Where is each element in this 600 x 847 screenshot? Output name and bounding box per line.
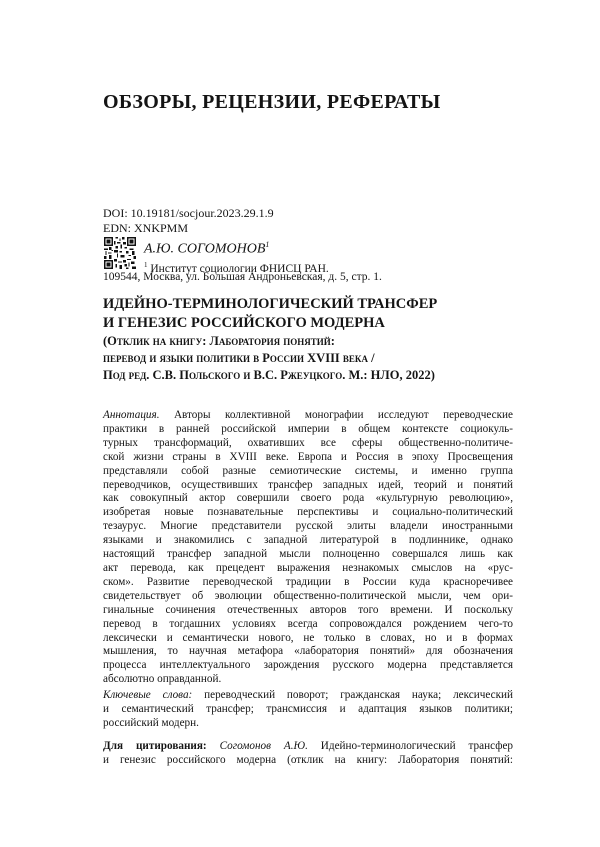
abstract-line: практики в ранней российской империи в общем контексте социокуль- bbox=[103, 423, 513, 437]
abstract-line: процесса интеллектуального зарождения русского модерна представляется bbox=[103, 659, 513, 673]
abstract-label: Аннотация. bbox=[103, 409, 160, 421]
citation-label: Для цитирования: bbox=[103, 740, 207, 752]
abstract-line: абсолютно оправданной. bbox=[103, 673, 513, 687]
keywords-label: Ключевые слова: bbox=[103, 689, 192, 701]
abstract-line: как совокупный актор совершили своего рода «культурную революцию», bbox=[103, 492, 513, 506]
abstract-line: ской жизни страны в XVIII веке. Европа и Россия в эпоху Просвещения bbox=[103, 451, 513, 465]
abstract-line: настоящий трансфер западной мысли полноценно совершался лишь как bbox=[103, 548, 513, 562]
citation-line: Для цитирования: Согомонов А.Ю. Идейно-терминологический трансфер bbox=[103, 740, 513, 754]
abstract-line: представляли собой разные семиотические системы, и именно группа bbox=[103, 465, 513, 479]
qr-code-icon bbox=[104, 237, 136, 269]
abstract-line: изобретая новые познавательные перспективы и социально-политический bbox=[103, 506, 513, 520]
abstract-line: лексически и семантически нового, не только в словах, но и в формах bbox=[103, 632, 513, 646]
author-footnote-mark: 1 bbox=[265, 240, 269, 249]
abstract-line: акт перевода, как прецедент выражения незнакомых смыслов на «рус- bbox=[103, 562, 513, 576]
abstract-line: тезаурус. Многие представители русской элиты владели иностранными bbox=[103, 520, 513, 534]
abstract-line: перевод в тогдашних условиях всегда сопровождался рождением чего-то bbox=[103, 618, 513, 632]
subtitle-line: (Отклик на книгу: Лаборатория понятий: bbox=[103, 333, 523, 350]
affiliation-mark: 1 bbox=[144, 261, 148, 269]
doi-line: DOI: 10.19181/socjour.2023.29.1.9 bbox=[103, 206, 274, 221]
abstract bbox=[103, 409, 513, 687]
keywords-line: российский модерн. bbox=[103, 717, 513, 731]
edn-line: EDN: XNKPMM bbox=[103, 221, 274, 236]
citation-author: Согомонов А.Ю. bbox=[207, 740, 308, 752]
keywords bbox=[103, 689, 513, 731]
subtitle-line: перевод и языки политики в России XVIII века / bbox=[103, 350, 523, 367]
abstract-line: мышления, то научная метафора «лаборатория понятий» для обозначения bbox=[103, 645, 513, 659]
identifiers bbox=[103, 206, 274, 236]
affiliation: 1 Институт социологии ФНИСЦ РАН. bbox=[144, 258, 329, 276]
abstract-line: языками и знакомились с западной литературой в подлиннике, однако bbox=[103, 534, 513, 548]
keywords-line: и семантический трансфер; трансмиссия и адаптация языков политики; bbox=[103, 703, 513, 717]
citation-line: и генезис российского модерна (отклик на книгу: Лаборатория понятий: bbox=[103, 754, 513, 768]
abstract-line: турных трансформаций, охвативших все сферы общественно-политиче- bbox=[103, 437, 513, 451]
abstract-line: свидетельствует об эволюции общественно-политической мысли, чем ори- bbox=[103, 590, 513, 604]
keywords-line: Ключевые слова: переводческий поворот; гражданская наука; лексический bbox=[103, 689, 513, 703]
title-line: И ГЕНЕЗИС РОССИЙСКОГО МОДЕРНА bbox=[103, 314, 523, 333]
subtitle-line: Под ред. С.В. Польского и В.С. Ржеуцкого. М.: НЛО, 2022) bbox=[103, 367, 523, 384]
author-address: 109544, Москва, ул. Большая Андроньевская, д. 5, стр. 1. bbox=[103, 270, 382, 284]
abstract-line: переводчиков, осуществивших трансфер западных идей, теорий и понятий bbox=[103, 479, 513, 493]
abstract-line: ском». Развитие переводческой традиции в России куда красноречивее bbox=[103, 576, 513, 590]
journal-page bbox=[0, 0, 600, 847]
abstract-line: гинальные сочинения отечественных авторов того времени. И поскольку bbox=[103, 604, 513, 618]
title-line: ИДЕЙНО-ТЕРМИНОЛОГИЧЕСКИЙ ТРАНСФЕР bbox=[103, 295, 523, 314]
article-title bbox=[103, 295, 523, 384]
section-heading: ОБЗОРЫ, РЕЦЕНЗИИ, РЕФЕРАТЫ bbox=[103, 89, 441, 115]
author-name: А.Ю. СОГОМОНОВ1 bbox=[144, 236, 329, 258]
abstract-line: Аннотация. Авторы коллективной монографии исследуют переводческие bbox=[103, 409, 513, 423]
citation bbox=[103, 740, 513, 768]
